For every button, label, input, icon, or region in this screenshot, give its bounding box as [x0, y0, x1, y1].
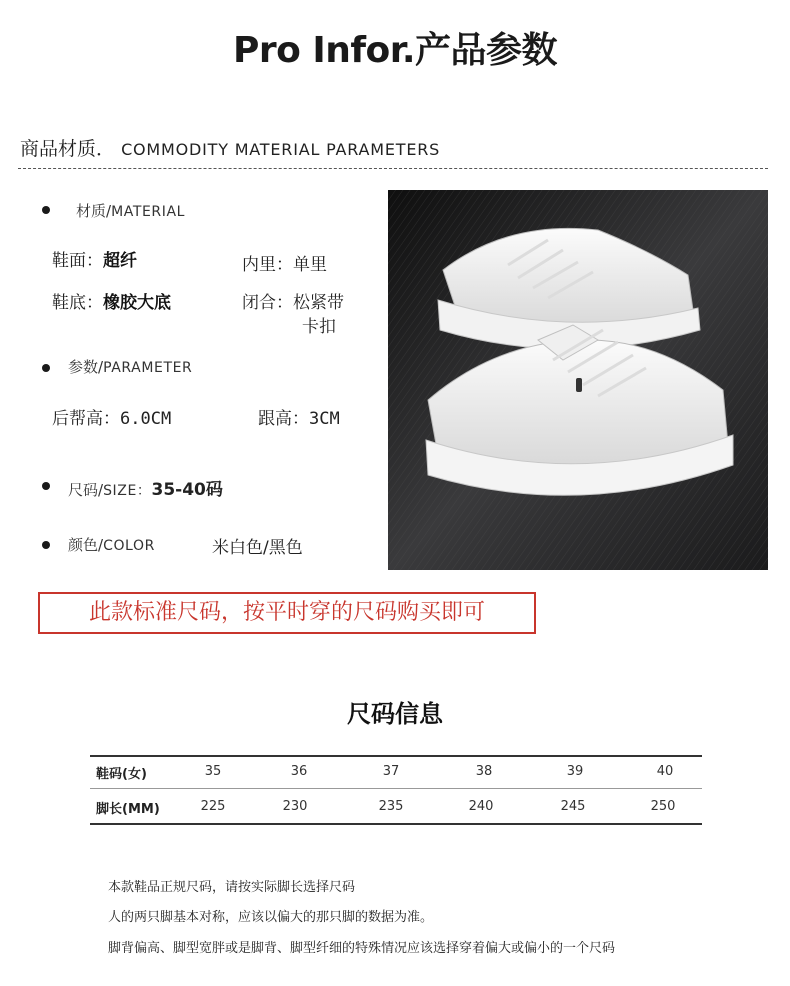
length-cell: 225	[200, 799, 226, 814]
parameter-label: 参数/PARAMETER	[68, 358, 193, 376]
shoe-illustration	[388, 190, 768, 570]
closure-value-1: 松紧带	[293, 293, 344, 313]
note-line: 脚背偏高、脚型宽胖或是脚背、脚型纤细的特殊情况应该选择穿着偏大或偏小的一个尺码	[108, 941, 616, 956]
size-value: 35-40码	[151, 480, 223, 500]
size-cell: 38	[475, 764, 493, 779]
length-cell: 235	[378, 799, 404, 814]
length-cell: 240	[468, 799, 494, 814]
section-heading-cn: 商品材质．	[20, 138, 116, 160]
bullet-dot-icon	[42, 206, 50, 214]
size-cell: 40	[656, 764, 674, 779]
closure-value-2: 卡扣	[302, 317, 336, 337]
bullet-dot-icon	[42, 541, 50, 549]
length-cell: 230	[282, 799, 308, 814]
note-line: 本款鞋品正规尺码，请按实际脚长选择尺码	[108, 880, 356, 895]
heel-value: 3CM	[309, 409, 340, 429]
heel-spec	[258, 404, 340, 429]
size-cell: 37	[382, 764, 400, 779]
sole-label: 鞋底：	[52, 293, 103, 313]
table-top-border	[90, 755, 702, 757]
heel-back-value: 6.0CM	[120, 409, 172, 429]
bullet-dot-icon	[42, 482, 50, 490]
upper-value: 超纤	[103, 251, 137, 271]
section-heading-en: COMMODITY MATERIAL PARAMETERS	[121, 140, 441, 159]
lining-value: 单里	[293, 255, 327, 275]
table-row-header-length: 脚长(MM)	[96, 802, 160, 817]
section-heading	[20, 134, 440, 161]
size-cell: 36	[290, 764, 308, 779]
material-label: 材质/MATERIAL	[76, 202, 186, 220]
product-photo	[388, 190, 768, 570]
length-cell: 245	[560, 799, 586, 814]
notice-text: 此款标准尺码，按平时穿的尺码购买即可	[88, 600, 485, 625]
size-info-title: 尺码信息	[347, 700, 443, 728]
bullet-dot-icon	[42, 364, 50, 372]
heel-label: 跟高：	[258, 409, 309, 429]
heel-back-spec	[52, 404, 171, 429]
heel-back-label: 后帮高：	[52, 409, 120, 429]
sole-value: 橡胶大底	[103, 293, 171, 313]
table-mid-border	[90, 788, 702, 789]
sole-spec	[52, 288, 171, 313]
lining-label: 内里：	[242, 255, 293, 275]
color-value: 米白色/黑色	[212, 538, 303, 558]
closure-label: 闭合：	[242, 293, 293, 313]
upper-label: 鞋面：	[52, 251, 103, 271]
color-label: 颜色/COLOR	[68, 536, 155, 554]
table-row-header-size: 鞋码(女)	[96, 767, 147, 782]
length-cell: 250	[650, 799, 676, 814]
note-line: 人的两只脚基本对称，应该以偏大的那只脚的数据为准。	[108, 910, 434, 925]
upper-spec	[52, 246, 137, 271]
size-cell: 39	[566, 764, 584, 779]
page-title: Pro Infor.产品参数	[232, 30, 558, 71]
dashed-divider	[18, 168, 768, 169]
closure-spec	[242, 288, 344, 313]
table-bottom-border	[90, 823, 702, 825]
size-cell: 35	[204, 764, 222, 779]
lining-spec	[242, 250, 327, 275]
size-label: 尺码/SIZE：35-40码	[68, 480, 223, 500]
